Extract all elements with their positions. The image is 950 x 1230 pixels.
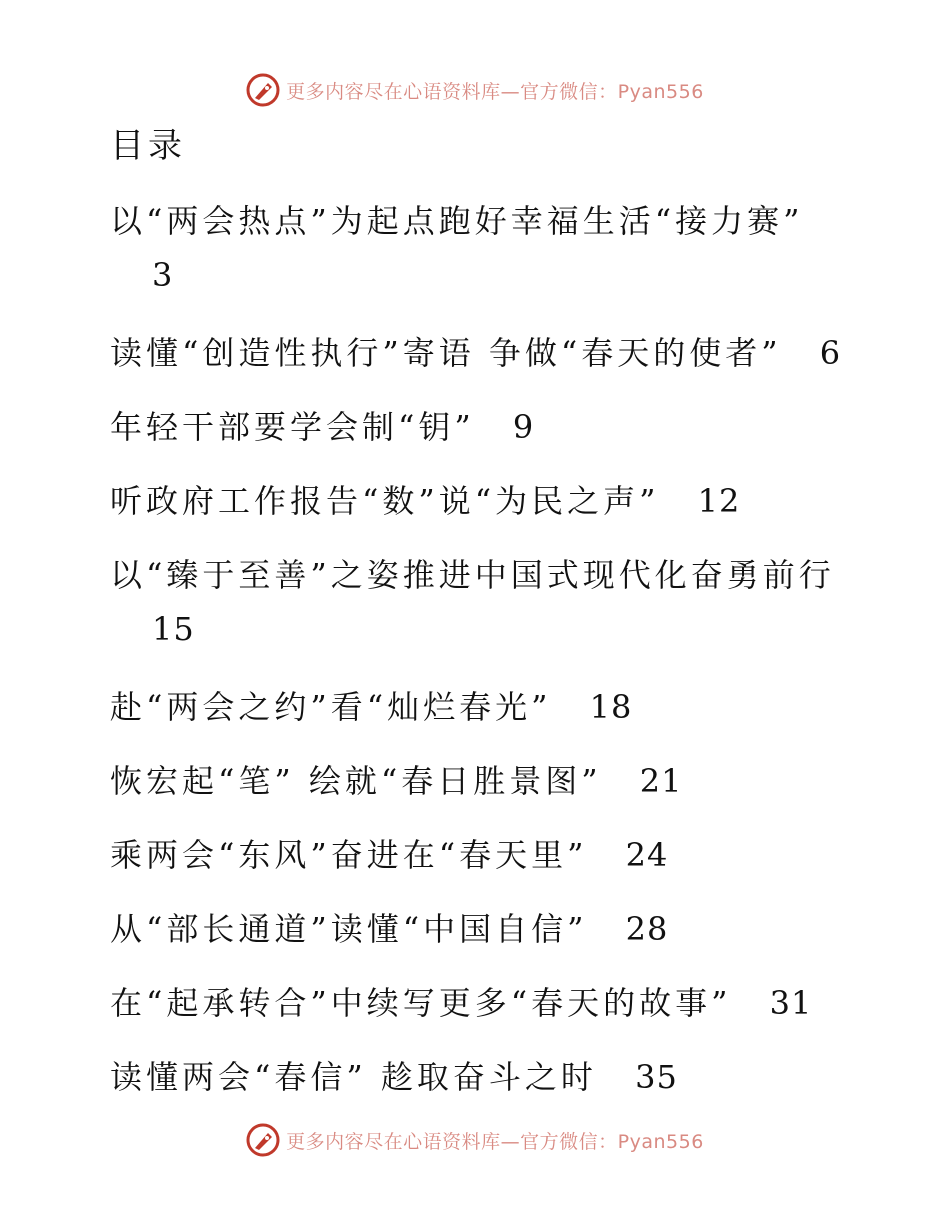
watermark-text: 更多内容尽在心语资料库—官方微信：Pyan556: [286, 1130, 704, 1153]
footer-watermark: [0, 1120, 950, 1160]
toc-entry[interactable]: [110, 198, 804, 294]
toc-entry[interactable]: [110, 1054, 678, 1100]
toc-entry-title: 以“臻于至善”之姿推进中国式现代化奋勇前行: [110, 556, 835, 594]
header-watermark: [0, 70, 950, 110]
toc-entry-title: 读懂“创造性执行”寄语 争做“春天的使者”: [110, 334, 782, 372]
toc-entry[interactable]: [110, 478, 740, 524]
toc-entry-page: 6: [819, 334, 842, 372]
toc-entry-title: 赴“两会之约”看“灿烂春光”: [110, 688, 552, 726]
toc-entry-page: 24: [625, 836, 669, 874]
toc-entry-page: 18: [589, 688, 633, 726]
toc-entry-page: 12: [697, 482, 741, 520]
toc-entry-page: 35: [635, 1058, 678, 1096]
toc-entry-title: 以“两会热点”为起点跑好幸福生活“接力赛”: [110, 202, 804, 240]
toc-entry[interactable]: [110, 906, 668, 952]
toc-entry[interactable]: [110, 552, 835, 648]
toc-entry-title: 在“起承转合”中续写更多“春天的故事”: [110, 984, 732, 1022]
toc-entry[interactable]: [110, 980, 812, 1026]
toc-entry[interactable]: [110, 832, 668, 878]
toc-entry-title: 年轻干部要学会制“钥”: [110, 408, 475, 446]
watermark-text: 更多内容尽在心语资料库—官方微信：Pyan556: [286, 80, 704, 103]
pen-nib-circle-icon: [246, 73, 280, 107]
toc-entry-page: 9: [512, 408, 535, 446]
toc-entry-page: 28: [625, 910, 669, 948]
toc-entry-title: 从“部长通道”读懂“中国自信”: [110, 910, 588, 948]
pen-nib-circle-icon: [246, 1123, 280, 1157]
toc-title: 目录: [110, 126, 186, 166]
toc-entry-page: 21: [639, 762, 683, 800]
toc-entry[interactable]: [110, 684, 632, 730]
toc-entry-title: 读懂两会“春信” 趁取奋斗之时: [110, 1058, 597, 1096]
toc-entry-title: 听政府工作报告“数”说“为民之声”: [110, 482, 660, 520]
toc-entry-title: 乘两会“东风”奋进在“春天里”: [110, 836, 588, 874]
toc-entry[interactable]: [110, 758, 683, 804]
toc-entry-page: 15: [152, 610, 195, 648]
toc-entry-page: 3: [152, 256, 174, 294]
toc-entry-title: 恢宏起“笔” 绘就“春日胜景图”: [110, 762, 602, 800]
toc-entry[interactable]: [110, 404, 534, 450]
toc-entry-page: 31: [769, 984, 813, 1022]
toc-entry[interactable]: [110, 330, 841, 376]
